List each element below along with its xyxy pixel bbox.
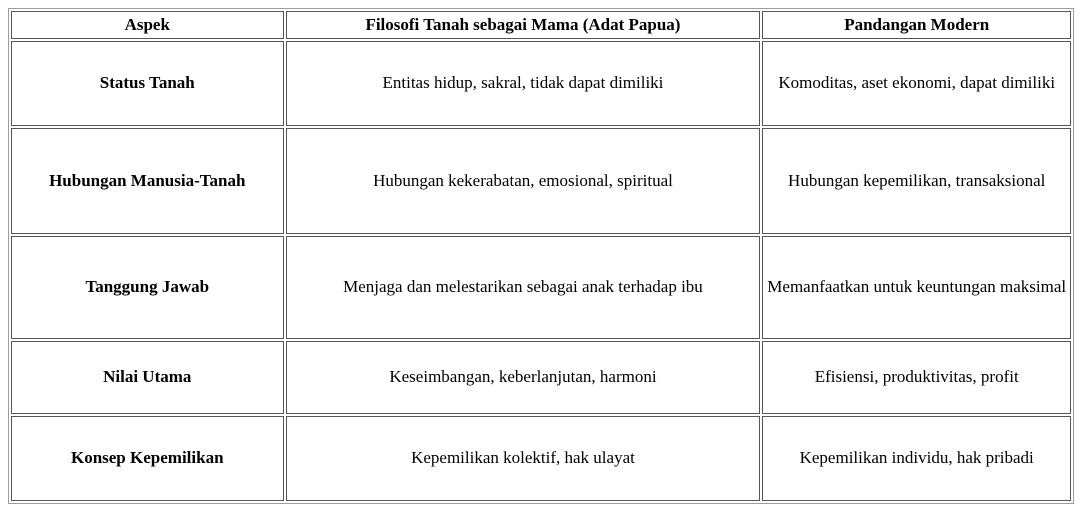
table-cell-aspect: Konsep Kepemilikan [11,416,284,501]
table-cell-aspect: Status Tanah [11,41,284,126]
comparison-table [8,8,1074,504]
table-cell-filosofi: Menjaga dan melestarikan sebagai anak terhadap ibu [286,236,761,339]
table-row-status-tanah [11,41,1071,126]
table-cell-filosofi: Entitas hidup, sakral, tidak dapat dimiliki [286,41,761,126]
column-header-aspek: Aspek [11,11,284,39]
table-row-konsep-kepemilikan [11,416,1071,501]
table-row-hubungan-manusia-tanah [11,128,1071,234]
column-header-filosofi: Filosofi Tanah sebagai Mama (Adat Papua) [286,11,761,39]
table-cell-modern: Kepemilikan individu, hak pribadi [762,416,1071,501]
table-cell-filosofi: Kepemilikan kolektif, hak ulayat [286,416,761,501]
table-row-nilai-utama [11,341,1071,414]
column-header-modern: Pandangan Modern [762,11,1071,39]
table-header-row [11,11,1071,39]
table-cell-aspect: Nilai Utama [11,341,284,414]
table-row-tanggung-jawab [11,236,1071,339]
table-cell-modern: Komoditas, aset ekonomi, dapat dimiliki [762,41,1071,126]
table-cell-aspect: Tanggung Jawab [11,236,284,339]
table-cell-modern: Efisiensi, produktivitas, profit [762,341,1071,414]
table-cell-modern: Hubungan kepemilikan, transaksional [762,128,1071,234]
table-cell-filosofi: Keseimbangan, keberlanjutan, harmoni [286,341,761,414]
table-cell-filosofi: Hubungan kekerabatan, emosional, spiritual [286,128,761,234]
table-cell-aspect: Hubungan Manusia-Tanah [11,128,284,234]
table-cell-modern: Memanfaatkan untuk keuntungan maksimal [762,236,1071,339]
